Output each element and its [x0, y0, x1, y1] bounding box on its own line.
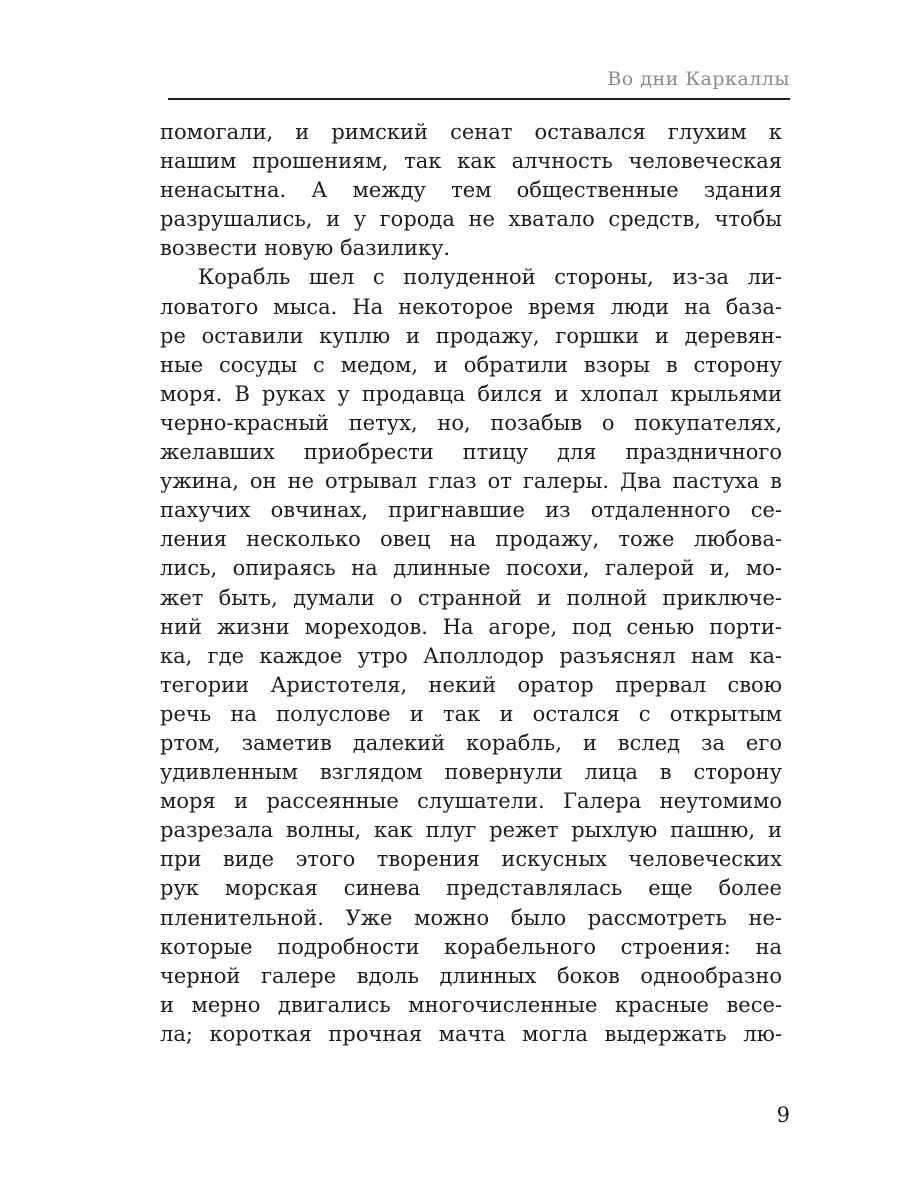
text-line: ненасытна. А между тем общественные здания: [160, 178, 782, 203]
text-line: нашим прошениям, так как алчность человеческая: [160, 149, 782, 174]
text-line: ные сосуды с медом, и обратили взоры в сторону: [160, 352, 782, 377]
text-line: моря и рассеянные слушатели. Галера неутомимо: [160, 789, 782, 814]
text-line: черно-красный петух, но, позабыв о покупателях,: [160, 410, 782, 435]
page-number: 9: [776, 1103, 790, 1127]
text-line: ужина, он не отрывал глаз от галеры. Два пастуха в: [160, 469, 782, 494]
text-line: ка, где каждое утро Аполлодор разъяснял нам ка-: [160, 643, 782, 668]
text-line: разрезала волны, как плуг режет рыхлую пашню, и: [160, 818, 782, 843]
text-line: удивленным взглядом повернули лица в сторону: [160, 760, 782, 785]
text-line: пахучих овчинах, пригнавшие из отдаленного се-: [160, 498, 782, 523]
text-line: разрушались, и у города не хватало средств, чтобы: [160, 207, 782, 232]
text-line: черной галере вдоль длинных боков однообразно: [160, 963, 782, 988]
text-line: желавших приобрести птицу для праздничного: [160, 440, 782, 465]
text-line: лись, опираясь на длинные посохи, галерой и, мо-: [160, 556, 782, 581]
text-line: ний жизни мореходов. На агоре, под сенью порти-: [160, 614, 782, 639]
text-line: при виде этого творения искусных человеческих: [160, 847, 782, 872]
body-text: [160, 118, 782, 1049]
text-line: жет быть, думали о странной и полной приключе-: [160, 585, 782, 610]
text-line: и мерно двигались многочисленные красные весе-: [160, 992, 782, 1017]
text-line: которые подробности корабельного строения: на: [160, 934, 782, 959]
text-line: ления несколько овец на продажу, тоже любова-: [160, 527, 782, 552]
text-line: пленительной. Уже можно было рассмотреть не-: [160, 905, 782, 930]
text-line: ловатого мыса. На некоторое время люди на база-: [160, 294, 782, 319]
text-line: тегории Аристотеля, некий оратор прервал свою: [160, 672, 782, 697]
text-line: моря. В руках у продавца бился и хлопал крыльями: [160, 381, 782, 406]
text-line: рук морская синева представлялась еще более: [160, 876, 782, 901]
text-line: Корабль шел с полуденной стороны, из-за ли-: [198, 265, 782, 290]
running-title: Во дни Каркаллы: [607, 68, 790, 90]
text-line: речь на полуслове и так и остался с открытым: [160, 701, 782, 726]
text-line: ре оставили куплю и продажу, горшки и деревян-: [160, 323, 782, 348]
text-line: помогали, и римский сенат оставался глухим к: [160, 120, 782, 144]
text-line: ла; короткая прочная мачта могла выдержать лю-: [160, 1021, 782, 1046]
text-line: ртом, заметив далекий корабль, и вслед за его: [160, 730, 782, 755]
running-header: [168, 64, 790, 100]
text-line: возвести новую базилику.: [160, 236, 451, 261]
